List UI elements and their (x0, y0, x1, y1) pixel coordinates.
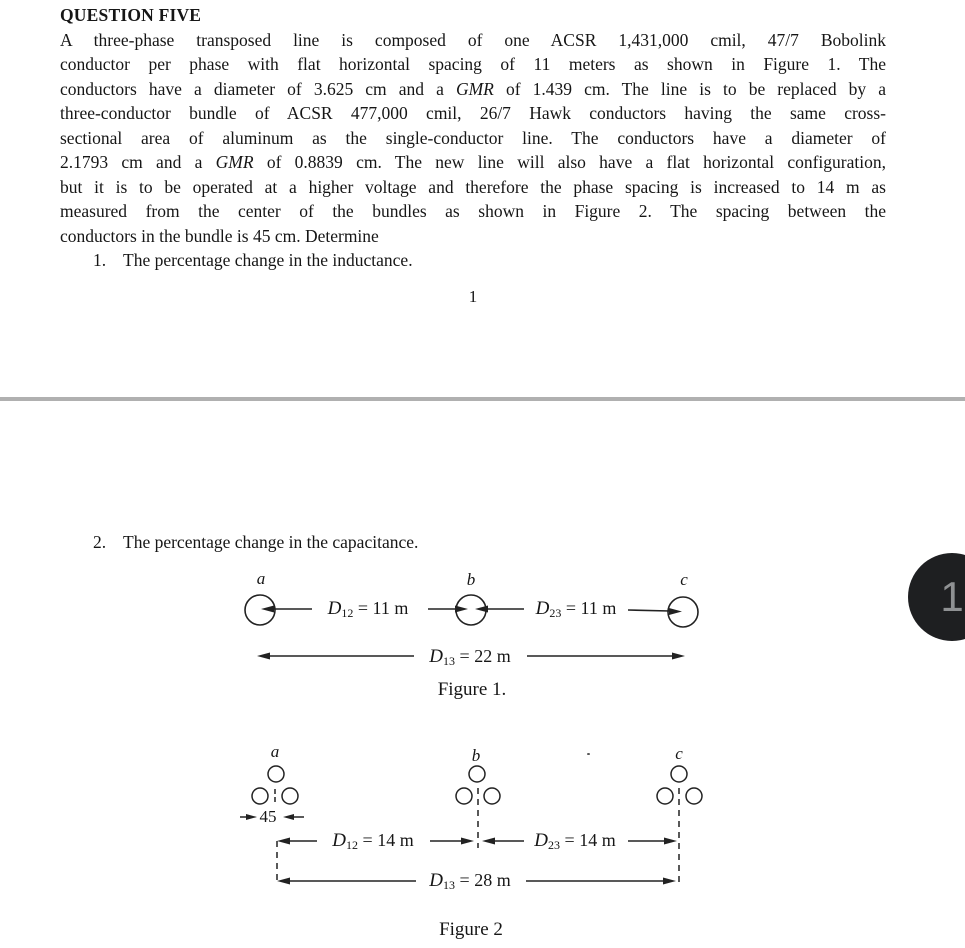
fig2-bundle-a-left (252, 788, 268, 804)
fig2-phase-c-label: c (675, 744, 683, 763)
fig2-bundle-b-top (469, 766, 485, 782)
dim-subscript: 12 (341, 606, 354, 620)
fig2-bundle-c-left (657, 788, 673, 804)
fig2-bundle-spacing-label: 45 (259, 807, 277, 826)
arrowhead-left-icon (475, 606, 488, 613)
fig2-bundle-b-left (456, 788, 472, 804)
page-indicator-label: 1 (940, 573, 964, 620)
gmr-italic: GMR (215, 152, 254, 172)
fig2-bundle-c-right (686, 788, 702, 804)
line-text: 2.1793 cm and a (60, 152, 216, 172)
fig2-phase-a-label: a (270, 742, 280, 761)
arrowhead-left-icon (257, 653, 270, 660)
dim-symbol: D (534, 830, 549, 851)
arrowhead-left-icon (482, 838, 495, 845)
item-number: 1. (93, 250, 107, 270)
fig2-d12-label (332, 829, 413, 856)
arrowhead-right-icon (455, 606, 468, 613)
fig1-d23-line-right (628, 610, 670, 611)
dim-value: = 14 m (358, 830, 414, 850)
fig2-d13-label (429, 869, 510, 896)
dim-symbol: D (429, 646, 444, 667)
fig1-d12-label (328, 597, 409, 624)
figure1-caption: Figure 1. (437, 679, 507, 700)
dim-value: = 11 m (561, 598, 617, 618)
dim-symbol: D (332, 830, 347, 851)
line-text: conductor per phase with flat horizontal spacing of 11 meters as shown in Figure 1. The (60, 54, 886, 74)
line-text: but it is to be operated at a higher voltage and therefore the phase spacing is increased to 14 m as (60, 176, 886, 197)
fig2-bundle-c-top (671, 766, 687, 782)
arrowhead-right-icon (672, 653, 685, 660)
arrowhead-right-icon (664, 838, 677, 845)
dim-subscript: 23 (548, 838, 561, 852)
arrowhead-left-icon (261, 606, 274, 613)
item-text: The percentage change in the inductance. (123, 250, 413, 270)
fig2-phase-b-label: b (471, 746, 481, 765)
arrowhead-right-icon (246, 814, 257, 820)
dim-subscript: 12 (346, 838, 359, 852)
ink-speck (587, 753, 590, 755)
arrowhead-right-icon (663, 878, 676, 885)
arrowhead-left-icon (277, 838, 290, 845)
dim-value: = 22 m (455, 646, 511, 666)
line-text: A three-phase transposed line is composed of one ACSR 1,431,000 cmil, 47/7 Bobolink (60, 29, 886, 50)
question-heading: QUESTION FIVE (60, 5, 202, 25)
line-text: conductors in the bundle is 45 cm. Determine (60, 225, 379, 246)
figure2-graphic (240, 766, 702, 886)
line-text: measured from the center of the bundles as shown in Figure 2. The spacing between the (60, 201, 886, 221)
gmr-italic: GMR (455, 78, 494, 99)
fig1-d23-label (536, 597, 617, 624)
line-text: conductors have a diameter of 3.625 cm and a (60, 78, 456, 99)
page-number: 1 (468, 287, 478, 306)
dim-value: = 14 m (560, 830, 616, 850)
fig2-d23-label (534, 829, 615, 856)
figure2-caption: Figure 2 (439, 919, 503, 940)
fig1-phase-c-label: c (680, 570, 688, 589)
dim-value: = 11 m (353, 598, 409, 618)
dim-symbol: D (535, 598, 550, 619)
dim-symbol: D (429, 870, 444, 891)
fig2-bundle-a-top (268, 766, 284, 782)
dim-subscript: 13 (443, 878, 456, 892)
fig1-d13-label (429, 645, 510, 672)
arrowhead-right-icon (669, 608, 682, 615)
arrowhead-right-icon (461, 838, 474, 845)
dim-symbol: D (327, 598, 342, 619)
fig1-phase-b-label: b (466, 570, 476, 589)
line-text: of 0.8839 cm. The new line will also have a flat horizontal configuration, (253, 152, 886, 172)
fig2-bundle-a-right (282, 788, 298, 804)
line-text: of 1.439 cm. The line is to be replaced by a (493, 78, 887, 99)
item-number: 2. (93, 532, 107, 552)
arrowhead-left-icon (283, 814, 294, 820)
dim-subscript: 13 (443, 654, 456, 668)
dim-value: = 28 m (455, 870, 511, 890)
fig2-bundle-b-right (484, 788, 500, 804)
line-text: sectional area of aluminum as the single-conductor line. The conductors have a diameter of (60, 127, 886, 148)
dim-subscript: 23 (549, 606, 562, 620)
item-text: The percentage change in the capacitance. (123, 532, 419, 552)
fig1-phase-a-label: a (256, 569, 266, 588)
arrowhead-left-icon (277, 878, 290, 885)
line-text: three-conductor bundle of ACSR 477,000 cmil, 26/7 Hawk conductors having the same cross- (60, 103, 886, 123)
